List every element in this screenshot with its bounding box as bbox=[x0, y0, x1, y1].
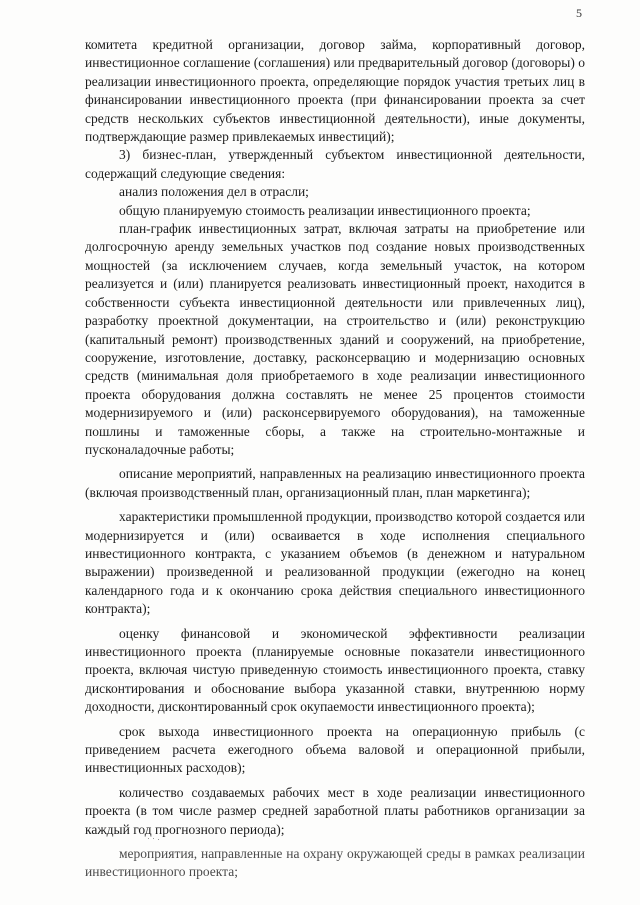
paragraph-efficiency-assessment: оценку финансовой и экономической эффективности реализации инвестиционного проекта (планируемые основные показатели инвестиционного проекта, включая чистую приведенную стоимость инвестиционного проекта, ставку дисконтирования и обоснование выбора указанной ставки, внутреннюю норму доходности, дисконтированный срок окупаемости инвестиционного проекта); bbox=[85, 625, 585, 715]
paragraph-product-characteristics: характеристики промышленной продукции, производство которой создается или модернизируется и (или) осваивается в ходе исполнения специального инвестиционного контракта, с указанием объемов (в денежном и натуральном выражении) произведенной и реализованной продукции (ежегодно на конец календарного года и к окончанию срока действия специального инвестиционного контракта); bbox=[85, 509, 585, 617]
scan-speck bbox=[158, 839, 159, 840]
paragraph-business-plan: 3) бизнес-план, утвержденный субъектом инвестиционной деятельности, содержащий следующие сведения: bbox=[85, 147, 585, 181]
paragraph-environment-protection: мероприятия, направленные на охрану окружающей среды в рамках реализации инвестиционного проекта; bbox=[85, 846, 585, 880]
paragraph-documents-list: комитета кредитной организации, договор займа, корпоративный договор, инвестиционное соглашение (соглашения) или предварительный договор (договоры) о реализации инвестиционного проекта, определяющие порядок участия третьих лиц в финансировании инвестиционного проекта (при финансировании проекта за счет средств нескольких субъектов инвестиционной деятельности), иные документы, подтверждающие размер привлекаемых инвестиций); bbox=[85, 37, 585, 145]
document-body bbox=[85, 36, 585, 882]
scan-speck bbox=[153, 838, 154, 839]
scan-speck bbox=[148, 838, 149, 839]
paragraph-measures-description: описание мероприятий, направленных на реализацию инвестиционного проекта (включая производственный план, организационный план, план маркетинга); bbox=[85, 466, 585, 500]
paragraph-industry-analysis: анализ положения дел в отрасли; bbox=[119, 184, 309, 200]
paragraph-jobs-created: количество создаваемых рабочих мест в ходе реализации инвестиционного проекта (в том числе размер средней заработной платы работников организации за каждый год прогнозного периода); bbox=[85, 784, 585, 837]
paragraph-investment-schedule: план-график инвестиционных затрат, включая затраты на приобретение или долгосрочную аренду земельных участков под создание новых производственных мощностей (за исключением случаев, когда земельный участок, на котором реализуется и (или) планируется реализовать инвестиционный проект, находится в собственности субъекта инвестиционной деятельности или привлеченных лиц), разработку проектной документации, на строительство и (или) реконструкцию (капитальный ремонт) производственных зданий и сооружений, на приобретение, сооружение, изготовление, доставку, расконсервацию и модернизацию основных средств (минимальная доля приобретаемого в ходе реализации инвестиционного проекта оборудования должна составлять не менее 25 процентов стоимости модернизируемого и (или) расконсервируемого оборудования), на таможенные пошлины и таможенные сборы, а также на строительно-монтажные и пусконаладочные работы; bbox=[85, 221, 585, 457]
paragraph-total-cost: общую планируемую стоимость реализации инвестиционного проекта; bbox=[119, 202, 531, 218]
page-number: 5 bbox=[576, 6, 582, 20]
paragraph-operating-profit: срок выхода инвестиционного проекта на операционную прибыль (с приведением расчета ежегодного объема валовой и операционной прибыли, инвестиционных расходов); bbox=[85, 723, 585, 776]
